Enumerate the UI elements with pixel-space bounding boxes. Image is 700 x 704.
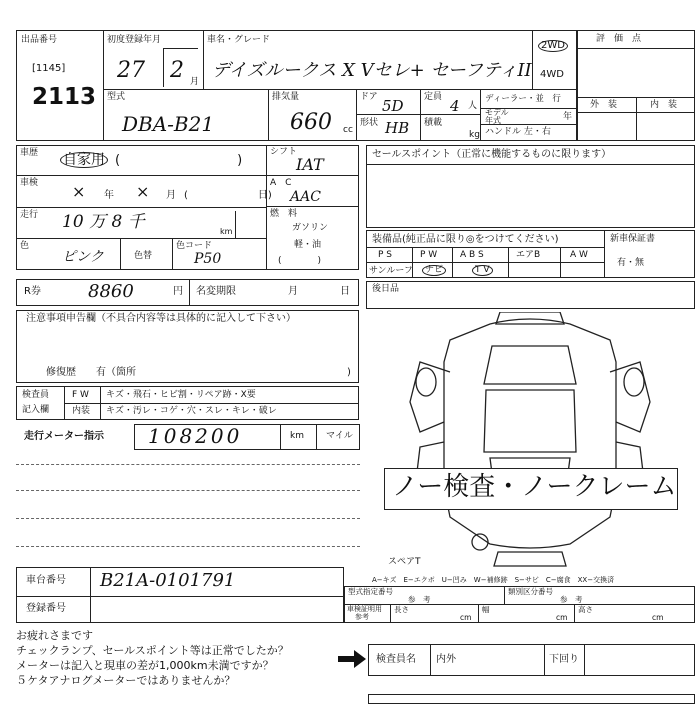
category-label: 類別区分番号 [508, 587, 553, 596]
capacity-value: 4 [450, 97, 460, 115]
spare-label: スペアT [388, 557, 421, 567]
fuel-light-oil: 軽・油 [294, 240, 322, 250]
designated-label: 型式指定番号 [348, 587, 393, 596]
displacement-value: 660 [290, 110, 332, 135]
door-value: 5D [382, 97, 404, 115]
fuel-paren: ( ) [278, 256, 322, 266]
color-change-label: 色替 [134, 251, 153, 261]
repair-paren: ) [347, 367, 351, 378]
storage-label: 名変期限 [196, 286, 236, 297]
first-reg-month-unit: 月 [190, 77, 200, 87]
damage-legend: A−キズ E−エクボ U−凹み W−補修跡 S−サビ C−腐食 XX−交換済 [372, 576, 615, 584]
designated-ref: 参 考 [408, 595, 431, 604]
shape-label: 形状 [360, 118, 379, 128]
length-label: 長さ [394, 605, 409, 614]
rating-label: 評 価 点 [596, 34, 642, 44]
load-unit: kg [469, 130, 480, 140]
caution-label: 注意事項申告欄（不具合内容等は具体的に記入して下さい） [26, 313, 296, 324]
drive-4wd: 4WD [540, 69, 564, 80]
chassis-value: B21A-0101791 [100, 570, 236, 591]
equip-pw: P W [420, 250, 438, 260]
equipment-label: 装備品(純正品に限り◎をつけてください) [372, 234, 559, 245]
first-reg-year: 27 [117, 58, 145, 83]
width-label: 幅 [482, 605, 490, 614]
equip-ps: P S [378, 250, 393, 260]
color-code-label: 色コード [176, 241, 213, 251]
recycle-unit: 円 [173, 286, 183, 297]
inspection-month-mark: × [136, 182, 150, 201]
meter-value: 108200 [148, 424, 243, 448]
model-name: デイズルークス X Vセレ+ セーフティII [212, 60, 532, 81]
equip-aw: A W [570, 250, 588, 260]
length-unit: cm [460, 613, 472, 622]
ac-label: A C [270, 178, 292, 188]
cert-label: 車検証明用 [347, 605, 382, 613]
inspection-day: ( 日) [184, 190, 272, 201]
bottom-edge-box [368, 694, 695, 704]
shift-label: シフト [270, 147, 298, 157]
mileage-label: 走行 [20, 210, 39, 220]
dealer-label: ディーラー・並 行 [485, 94, 561, 104]
recycle-label: R券 [24, 286, 41, 297]
fuel-gasoline: ガソリン [292, 223, 329, 233]
shape-value: HB [385, 119, 410, 137]
aftermarket-box [366, 281, 695, 309]
recycle-value: 8860 [88, 281, 134, 302]
warranty-values: 有・無 [617, 258, 645, 268]
inspector-label-2: 記入欄 [22, 405, 50, 415]
color-code-value: P50 [194, 251, 222, 267]
equip-airbag: エアB [516, 250, 541, 260]
meter-mile: マイル [326, 431, 353, 441]
checklist-3: メーターは記入と現車の差が1,000km未満ですか？ [16, 659, 274, 672]
interior-label: 内 装 [650, 100, 678, 110]
aftermarket-label: 後日品 [372, 284, 400, 294]
fw-text: キズ・飛石・ヒビ割・リペア跡・X要 [106, 390, 256, 400]
arrow-icon [338, 650, 366, 668]
recycle-row [16, 279, 359, 306]
door-label: ドア [360, 92, 378, 102]
shift-value: IAT [296, 155, 324, 174]
reg-no-label: 登録番号 [26, 603, 66, 614]
color-value: ピンク [62, 249, 104, 265]
lot-sub: [1145] [32, 63, 66, 74]
height-unit: cm [652, 613, 664, 622]
inspection-month: 月 [166, 190, 176, 201]
category-ref: 参 考 [560, 595, 583, 604]
car-diagram [380, 312, 680, 572]
interior-row-text: キズ・汚レ・コゲ・穴・スレ・キレ・破レ [106, 406, 277, 416]
inspection-year-mark: × [72, 182, 86, 201]
exterior-label: 外 装 [590, 100, 618, 110]
inspector-box [368, 644, 695, 676]
warranty-label: 新車保証書 [610, 234, 656, 244]
first-reg-label: 初度登録年月 [107, 35, 162, 45]
equip-tv: T V [472, 265, 493, 276]
model-year-unit: 年 [563, 112, 573, 122]
sales-point-label: セールスポイント（正常に機能するものに限ります） [372, 149, 612, 160]
inspector-label-1: 検査員 [22, 390, 50, 400]
drive-2wd: 2WD [538, 40, 568, 52]
first-reg-month: 2 [170, 58, 184, 83]
color-label: 色 [20, 241, 30, 251]
meter-km: km [290, 431, 304, 441]
capacity-unit: 人 [468, 101, 478, 111]
model-year-label: モデル 年式 [485, 108, 509, 125]
inspection-year: 年 [104, 190, 114, 201]
no-inspection-text: ノー検査・ノークレーム [392, 472, 677, 502]
type-value: DBA-B21 [122, 112, 215, 136]
interior-row-label: 内装 [72, 406, 91, 416]
checklist-2: チェックランプ、セールスポイント等は正常でしたか？ [16, 644, 289, 657]
history-paren: ( ) [115, 153, 243, 168]
capacity-label: 定員 [424, 92, 443, 102]
storage-day: 日 [340, 286, 350, 297]
storage-month: 月 [288, 286, 298, 297]
fw-label: F W [72, 390, 89, 400]
lower-round-label: 下回り [549, 654, 579, 665]
ac-value: AAC [290, 189, 321, 205]
repair-label: 修復歴 有（箇所 [46, 367, 136, 378]
history-value: 自家用 [60, 152, 108, 168]
handle-label: ハンドル 左・右 [485, 127, 551, 137]
meter-label: 走行メーター指示 [24, 431, 104, 442]
inspector-box-label: 検査員名 [376, 654, 416, 665]
fuel-label: 燃 料 [270, 209, 298, 219]
checklist-1: お疲れさまです [16, 629, 93, 642]
displacement-label: 排気量 [272, 92, 300, 102]
mileage-value: 10 万 8 千 [62, 212, 145, 232]
history-label: 車歴 [20, 148, 39, 158]
inspector-box-value: 内外 [436, 654, 456, 665]
equip-navi: ナビ [422, 265, 446, 276]
lot-number: 2113 [32, 84, 97, 110]
chassis-label: 車台番号 [26, 575, 66, 586]
inspection-label: 車検 [20, 178, 39, 188]
notes-dotted-lines [16, 464, 360, 554]
mileage-unit: km [220, 227, 233, 236]
load-label: 積載 [424, 118, 443, 128]
equip-sunroof: サンルーフ [369, 266, 413, 276]
width-unit: cm [556, 613, 568, 622]
equip-abs: A B S [460, 250, 484, 260]
checklist-4: ５ケタアナログメーターではありませんか？ [16, 674, 236, 687]
type-label: 型式 [107, 92, 126, 102]
displacement-unit: cc [343, 125, 353, 135]
cert-ref: 参考 [355, 613, 369, 621]
lot-label: 出品番号 [21, 35, 58, 45]
model-name-label: 車名・グレード [207, 35, 271, 45]
height-label: 高さ [578, 605, 593, 614]
